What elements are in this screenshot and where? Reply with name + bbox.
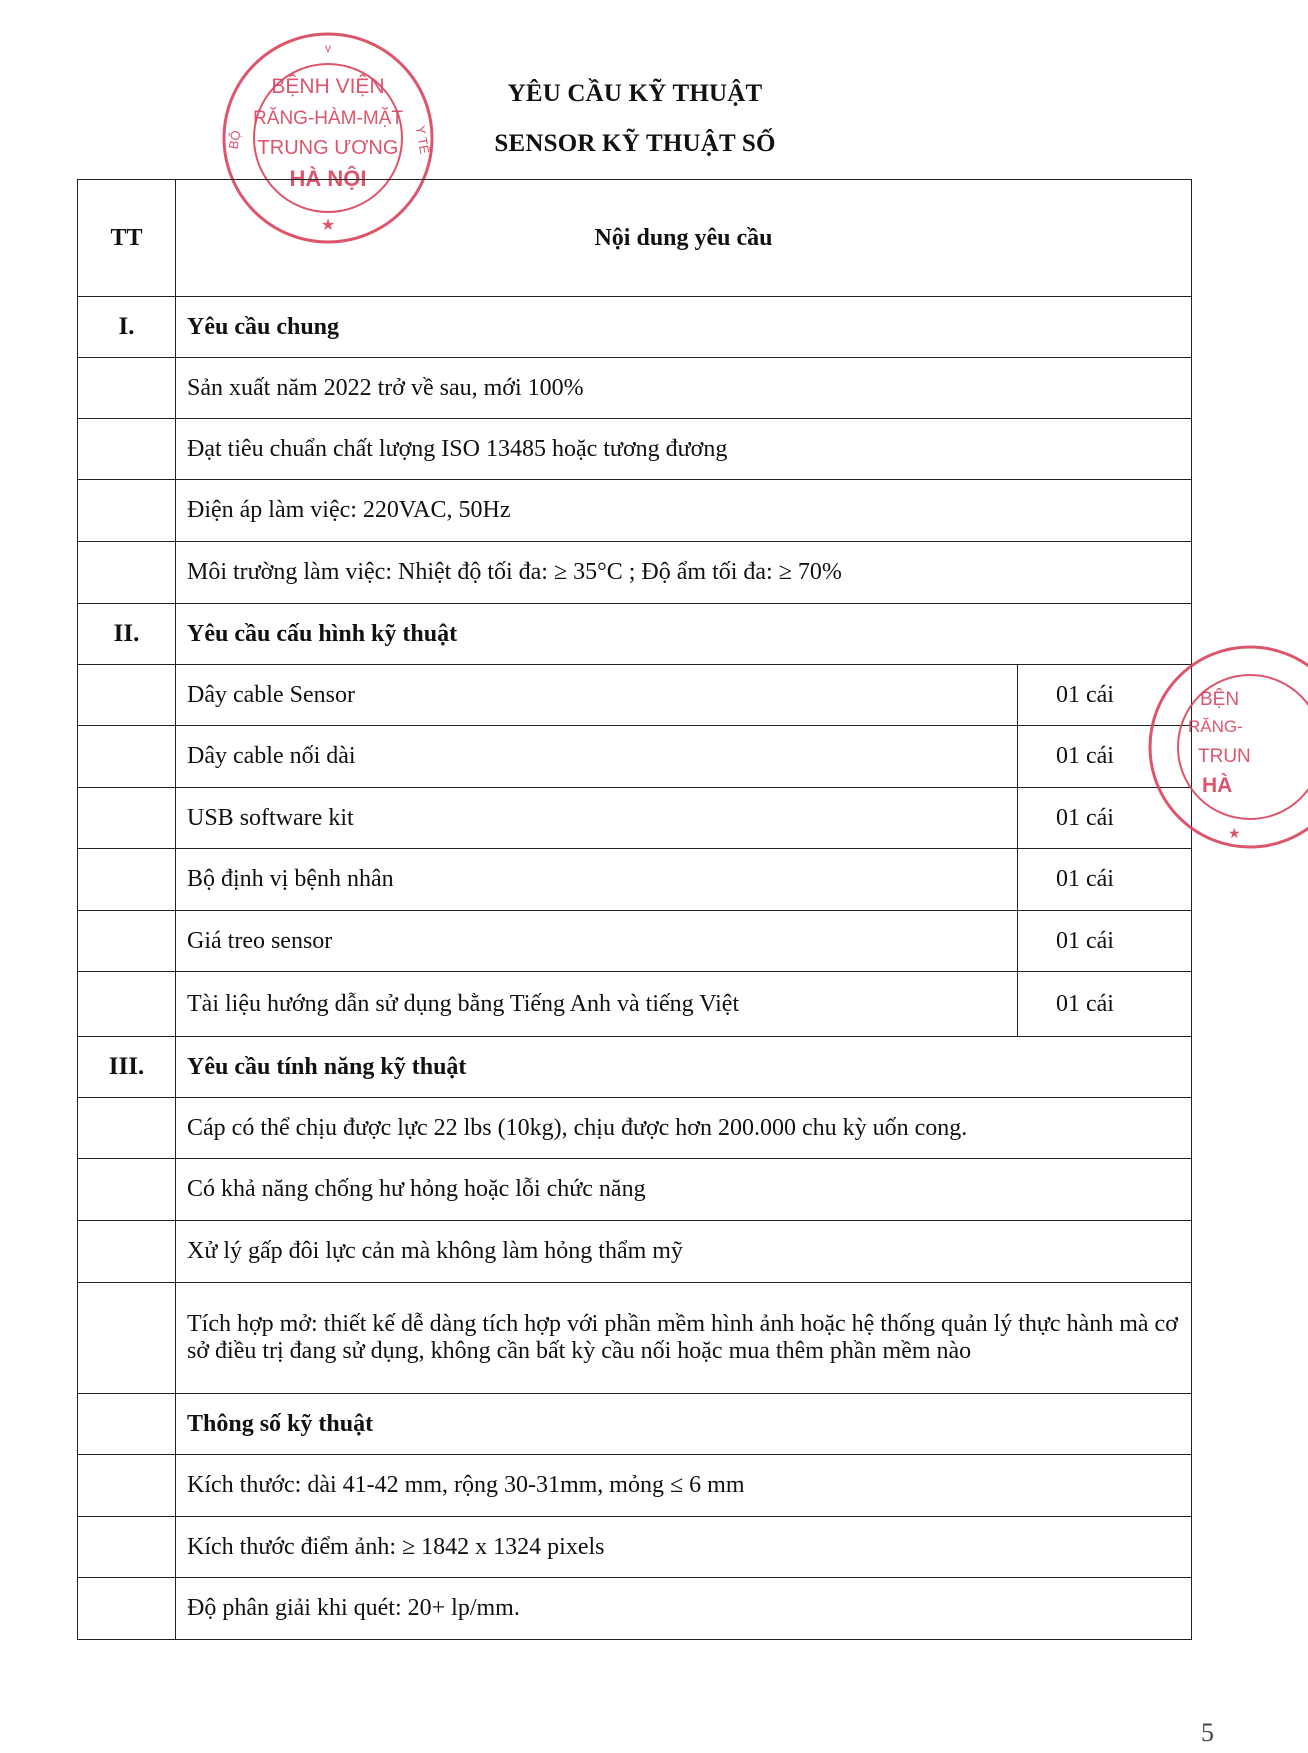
item-name: Giá treo sensor	[176, 911, 1018, 972]
spec-text: Độ phân giải khi quét: 20+ lp/mm.	[176, 1578, 1192, 1640]
requirements-table	[77, 179, 1192, 1640]
item-quantity: 01 cái	[1018, 665, 1192, 726]
stamp-ring-left: BỘ	[225, 129, 244, 151]
requirement-text: Điện áp làm việc: 220VAC, 50Hz	[176, 480, 1192, 542]
item-name: Dây cable Sensor	[176, 665, 1018, 726]
table-row	[78, 788, 1192, 849]
table-row	[78, 1283, 1192, 1394]
requirement-text: Sản xuất năm 2022 trở về sau, mới 100%	[176, 358, 1192, 419]
table-row	[78, 849, 1192, 911]
item-quantity: 01 cái	[1018, 788, 1192, 849]
table-row	[78, 726, 1192, 788]
requirement-text: Có khả năng chống hư hỏng hoặc lỗi chức năng	[176, 1159, 1192, 1221]
stamp-ring-right: Y TẾ	[412, 124, 433, 156]
partial-stamp-line-1: BỆN	[1200, 689, 1240, 710]
table-row	[78, 358, 1192, 419]
subsection-row	[78, 1394, 1192, 1455]
section-row	[78, 604, 1192, 665]
table-row	[78, 911, 1192, 972]
partial-stamp-line-4: HÀ	[1202, 774, 1233, 797]
stamp-mark-icon: v	[325, 41, 331, 55]
stamp-line-4: HÀ NỘI	[289, 166, 367, 191]
table-row	[78, 1221, 1192, 1283]
header-content: Nội dung yêu cầu	[176, 180, 1192, 297]
item-name: Bộ định vị bệnh nhân	[176, 849, 1018, 911]
requirement-text: Cáp có thể chịu được lực 22 lbs (10kg), chịu được hơn 200.000 chu kỳ uốn cong.	[176, 1098, 1192, 1159]
requirement-text: Tích hợp mở: thiết kế dễ dàng tích hợp với phần mềm hình ảnh hoặc hệ thống quản lý thực hành mà cơ sở điều trị đang sử dụng, không cần bất kỳ cầu nối hoặc mua thêm phần mềm nào	[176, 1283, 1192, 1394]
subsection-title: Thông số kỹ thuật	[176, 1394, 1192, 1455]
item-quantity: 01 cái	[1018, 911, 1192, 972]
item-name: USB software kit	[176, 788, 1018, 849]
table-row	[78, 1455, 1192, 1517]
table-row	[78, 972, 1192, 1037]
section-numeral: II.	[78, 604, 176, 665]
partial-stamp-line-3: TRUN	[1198, 746, 1251, 767]
item-name: Tài liệu hướng dẫn sử dụng bằng Tiếng Anh và tiếng Việt	[176, 972, 1018, 1037]
table-row	[78, 1159, 1192, 1221]
stamp-line-1: BỆNH VIỆN	[271, 75, 385, 98]
section-row	[78, 1037, 1192, 1098]
requirement-text: Môi trường làm việc: Nhiệt độ tối đa: ≥ 35°C ; Độ ẩm tối đa: ≥ 70%	[176, 542, 1192, 604]
partial-stamp-line-2: RĂNG-	[1188, 717, 1243, 736]
requirement-text: Đạt tiêu chuẩn chất lượng ISO 13485 hoặc tương đương	[176, 419, 1192, 480]
page-number: 5	[1201, 1718, 1214, 1747]
section-title: Yêu cầu chung	[176, 297, 1192, 358]
table-row	[78, 1517, 1192, 1578]
document-subtitle: SENSOR KỸ THUẬT SỐ	[494, 130, 776, 157]
item-name: Dây cable nối dài	[176, 726, 1018, 788]
table-row	[78, 1578, 1192, 1640]
stamp-star-icon: ★	[320, 217, 336, 234]
section-numeral: III.	[78, 1037, 176, 1098]
partial-seal-stamp	[1138, 640, 1308, 854]
partial-stamp-star-icon: ★	[1228, 825, 1241, 841]
item-quantity: 01 cái	[1018, 849, 1192, 911]
section-title: Yêu cầu cấu hình kỹ thuật	[176, 604, 1192, 665]
header-tt: TT	[78, 180, 176, 297]
item-quantity: 01 cái	[1018, 726, 1192, 788]
section-title: Yêu cầu tính năng kỹ thuật	[176, 1037, 1192, 1098]
requirement-text: Xử lý gấp đôi lực cản mà không làm hỏng thẩm mỹ	[176, 1221, 1192, 1283]
section-numeral: I.	[78, 297, 176, 358]
table-header-row	[78, 180, 1192, 297]
table-row	[78, 480, 1192, 542]
table-row	[78, 542, 1192, 604]
section-row	[78, 297, 1192, 358]
table-row	[78, 419, 1192, 480]
table-row	[78, 1098, 1192, 1159]
table-row	[78, 665, 1192, 726]
spec-text: Kích thước điểm ảnh: ≥ 1842 x 1324 pixels	[176, 1517, 1192, 1578]
item-quantity: 01 cái	[1018, 972, 1192, 1037]
document-title: YÊU CẦU KỸ THUẬT	[507, 80, 763, 107]
stamp-line-2: RĂNG-HÀM-MẶT	[253, 108, 403, 129]
spec-text: Kích thước: dài 41-42 mm, rộng 30-31mm, mỏng ≤ 6 mm	[176, 1455, 1192, 1517]
stamp-line-3: TRUNG ƯƠNG	[257, 137, 399, 159]
